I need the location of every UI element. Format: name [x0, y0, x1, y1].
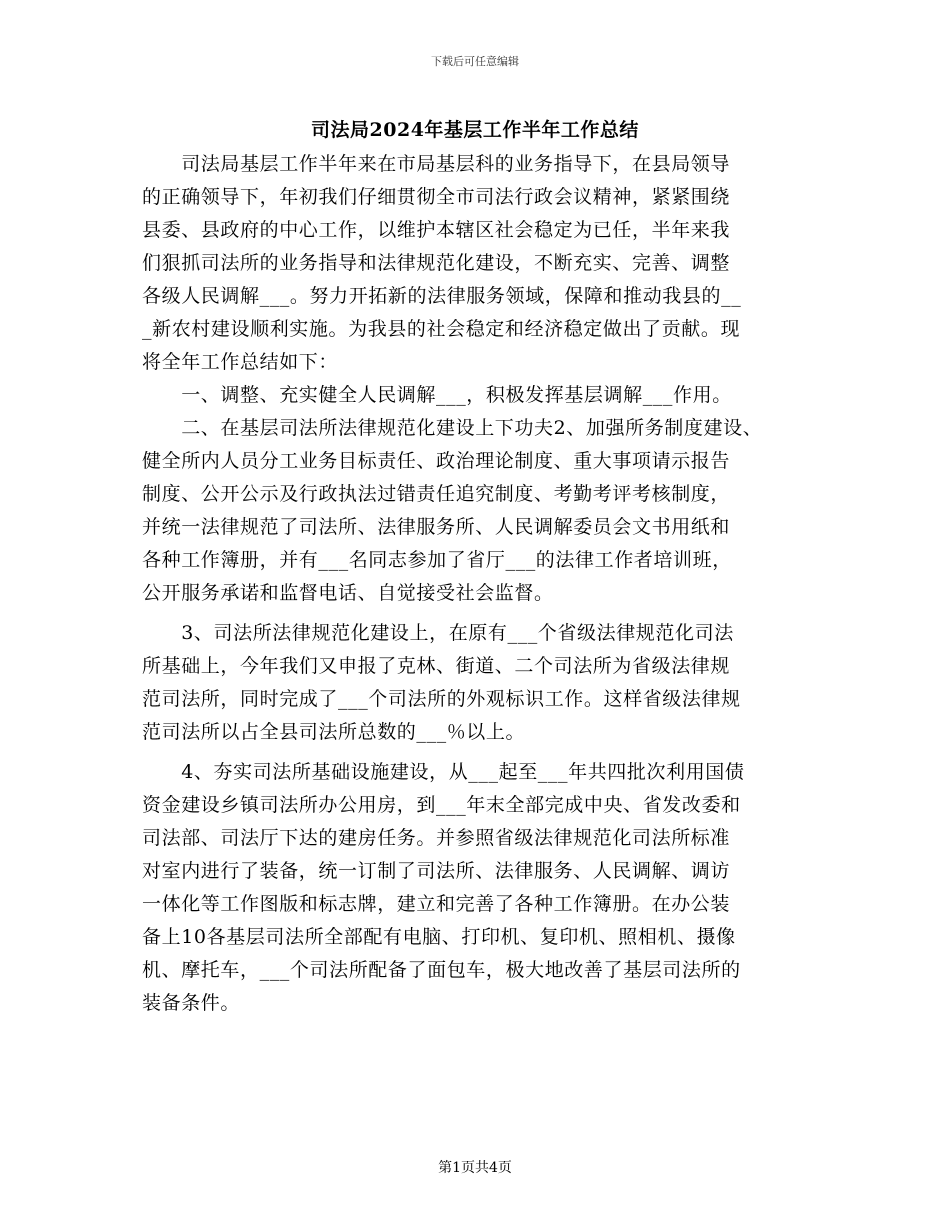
text-line: 县委、县政府的中心工作，以维护本辖区社会稳定为已任，半年来我	[142, 219, 731, 241]
page-footer: 第1页共4页	[438, 1160, 512, 1176]
text-line: 二、在基层司法所法律规范化建设上下功夫2、加强所务制度建设、	[142, 417, 763, 439]
text-line: 司法部、司法厅下达的建房任务。并参照省级法律规范化司法所标准	[142, 827, 731, 849]
text-line: 范司法所以占全县司法所总数的___％以上。	[142, 721, 526, 743]
text-line: 制度、公开公示及行政执法过错责任追究制度、考勤考评考核制度，	[142, 483, 731, 505]
text-line: 资金建设乡镇司法所办公用房，到___年末全部完成中央、省发改委和	[142, 794, 741, 816]
text-line: 们狠抓司法所的业务指导和法律规范化建设，不断充实、完善、调整	[142, 252, 731, 274]
text-line: 健全所内人员分工业务目标责任、政治理论制度、重大事项请示报告	[142, 450, 731, 472]
text-line: 机、摩托车，___个司法所配备了面包车，极大地改善了基层司法所的	[142, 959, 741, 981]
paragraph-intro	[142, 148, 822, 379]
text-line: 3、司法所法律规范化建设上，在原有___个省级法律规范化司法	[142, 622, 734, 644]
text-line: 将全年工作总结如下：	[142, 351, 339, 373]
text-line: 对室内进行了装备，统一订制了司法所、法律服务、人民调解、调访	[142, 860, 731, 882]
paragraph-section-2	[142, 412, 822, 610]
text-line: 公开服务承诺和监督电话、自觉接受社会监督。	[142, 582, 554, 604]
paragraph-section-3	[142, 617, 822, 749]
paragraph-section-1	[142, 379, 822, 412]
document-title: 司法局2024年基层工作半年工作总结	[311, 119, 639, 141]
text-line: 所基础上，今年我们又申报了克林、街道、二个司法所为省级法律规	[142, 655, 731, 677]
text-line: 司法局基层工作半年来在市局基层科的业务指导下，在县局领导	[142, 153, 731, 175]
text-line: 备上10各基层司法所全部配有电脑、打印机、复印机、照相机、摄像	[142, 926, 736, 948]
text-line: 的正确领导下，年初我们仔细贯彻全市司法行政会议精神，紧紧围绕	[142, 186, 731, 208]
text-line: 各种工作簿册，并有___名同志参加了省厅___的法律工作者培训班，	[142, 549, 732, 571]
text-line: 范司法所，同时完成了___个司法所的外观标识工作。这样省级法律规	[142, 688, 741, 710]
text-line: 4、夯实司法所基础设施建设，从___起至___年共四批次利用国债	[142, 761, 745, 783]
text-line: 装备条件。	[142, 992, 241, 1014]
document-body	[142, 148, 822, 1020]
text-line: 并统一法律规范了司法所、法律服务所、人民调解委员会文书用纸和	[142, 516, 731, 538]
text-line: _新农村建设顺利实施。为我县的社会稳定和经济稳定做出了贡献。现	[142, 318, 741, 340]
page-header-note: 下载后可任意编辑	[431, 55, 519, 68]
paragraph-section-4	[142, 756, 822, 1020]
text-line: 一、调整、充实健全人民调解___，积极发挥基层调解___作用。	[142, 384, 732, 406]
text-line: 各级人民调解___。努力开拓新的法律服务领域，保障和推动我县的__	[142, 285, 742, 307]
text-line: 一体化等工作图版和标志牌，建立和完善了各种工作簿册。在办公装	[142, 893, 731, 915]
